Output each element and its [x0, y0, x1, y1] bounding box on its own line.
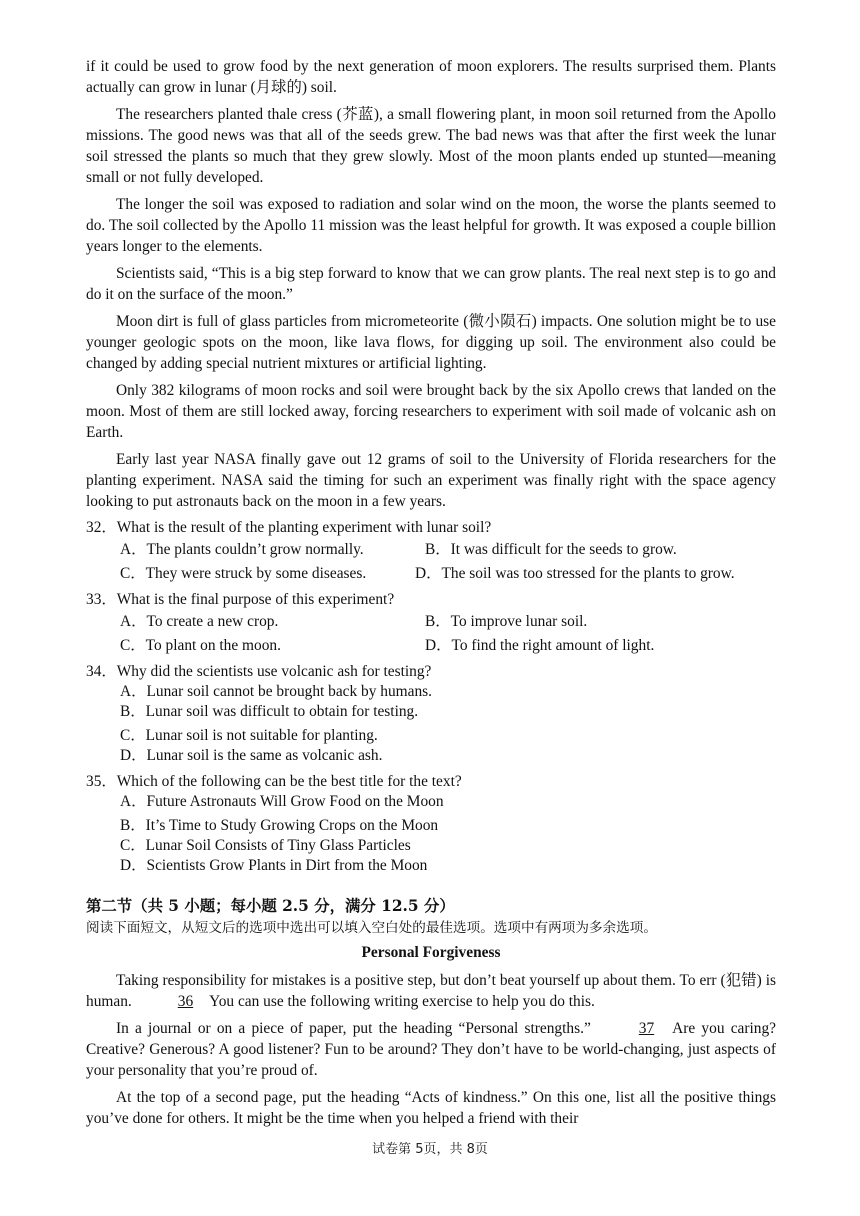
option-a[interactable]: A．Lunar soil cannot be brought back by humans. [120, 683, 433, 700]
passage-paragraph-2: The researchers planted thale cress (芥蓝), a small flowering plant, in moon soil returned from the Apollo missions. The good news was that all of the seeds grew. The bad news was that after the first week the lunar soil stressed the plants so much that they grew slowly. Most of the moon plants ended up stunted—meaning small or not fully developed. [86, 106, 776, 186]
cloze-text: In a journal or on a piece of paper, put the heading “Personal strengths.” [116, 1020, 591, 1037]
option-c[interactable]: C．They were struck by some diseases. [120, 565, 367, 582]
options-row [120, 564, 776, 584]
question-33 [86, 590, 776, 656]
cloze-paragraph-3: At the top of a second page, put the heading “Acts of kindness.” On this one, list all the positive things you’ve done for others. It might be the time when you helped a friend with their [86, 1089, 776, 1127]
page-footer: 试卷第 5页，共 8页 [372, 1142, 488, 1157]
section-instruction: 阅读下面短文，从短文后的选项中选出可以填入空白处的最佳选项。选项中有两项为多余选项。 [86, 920, 657, 936]
passage-paragraph-4: Scientists said, “This is a big step forward to know that we can grow plants. The real next step is to go and do it on the surface of the moon.” [86, 265, 776, 303]
exam-page [86, 56, 776, 1135]
passage-paragraph-3: The longer the soil was exposed to radiation and solar wind on the moon, the worse the plants seemed to do. The soil collected by the Apollo 11 mission was the least helpful for growth. It was exposed a couple billion years longer to the elements. [86, 196, 776, 255]
question-stem: 34．Why did the scientists use volcanic ash for testing? [86, 663, 432, 680]
options-row [120, 540, 776, 560]
option-d[interactable]: D．To find the right amount of light. [425, 637, 655, 654]
option-b[interactable]: B．Lunar soil was difficult to obtain for testing. [120, 703, 419, 720]
option-b[interactable]: B．To improve lunar soil. [425, 613, 588, 630]
option-c[interactable]: C．To plant on the moon. [120, 637, 281, 654]
cloze-paragraph-1 [86, 970, 776, 1012]
question-stem: 35．Which of the following can be the best title for the text? [86, 773, 462, 790]
passage-paragraph-5: Moon dirt is full of glass particles from micrometeorite (微小陨石) impacts. One solution might be to use younger geologic spots on the moon, like lava flows, for digging up soil. The environment also could be changed by adding special nutrient mixtures or artificial lighting. [86, 313, 776, 372]
cloze-paragraph-2 [86, 1018, 776, 1081]
cloze-text: You can use the following writing exercise to help you do this. [209, 993, 595, 1010]
blank-36[interactable]: 36 [177, 993, 194, 1010]
option-a[interactable]: A．Future Astronauts Will Grow Food on the Moon [120, 793, 444, 810]
passage-title: Personal Forgiveness [361, 944, 501, 961]
question-34 [86, 662, 776, 766]
question-32 [86, 518, 776, 584]
question-stem: 32．What is the result of the planting experiment with lunar soil? [86, 519, 492, 536]
option-c[interactable]: C．Lunar soil is not suitable for planting. [120, 727, 378, 744]
blank-37[interactable]: 37 [638, 1020, 655, 1037]
passage-paragraph-6: Only 382 kilograms of moon rocks and soil were brought back by the six Apollo crews that landed on the moon. Most of them are still locked away, forcing researchers to experiment with soil made of volcanic ash on Earth. [86, 382, 776, 441]
question-stem: 33．What is the final purpose of this experiment? [86, 591, 395, 608]
option-d[interactable]: D．Scientists Grow Plants in Dirt from the Moon [120, 857, 428, 874]
option-a[interactable]: A．The plants couldn’t grow normally. [120, 541, 364, 558]
cloze-text: Taking responsibility for mistakes is a positive step, but don’t beat yourself up about them. To err (犯错) is human. [86, 972, 776, 1010]
option-d[interactable]: D．The soil was too stressed for the plants to grow. [415, 565, 735, 582]
passage-paragraph-7: Early last year NASA finally gave out 12 grams of soil to the University of Florida researchers for the planting experiment. NASA said the timing for such an experiment was finally right with the space agency looking to put astronauts back on the moon in a few years. [86, 451, 776, 510]
passage-paragraph-1: if it could be used to grow food by the next generation of moon explorers. The results surprised them. Plants actually can grow in lunar (月球的) soil. [86, 58, 776, 96]
option-b[interactable]: B．It’s Time to Study Growing Crops on the Moon [120, 817, 439, 834]
question-35 [86, 772, 776, 876]
section-heading: 第二节（共 5 小题；每小题 2.5 分，满分 12.5 分） [86, 897, 455, 915]
options-row [120, 612, 776, 632]
cloze-text: Are you caring? Creative? Generous? A good listener? Fun to be around? They don’t have to be world-changing, just aspects of your personality that you’re proud of. [86, 1020, 777, 1079]
option-c[interactable]: C．Lunar Soil Consists of Tiny Glass Particles [120, 837, 411, 854]
option-a[interactable]: A．To create a new crop. [120, 613, 279, 630]
option-b[interactable]: B．It was difficult for the seeds to grow. [425, 541, 677, 558]
options-row [120, 636, 776, 656]
option-d[interactable]: D．Lunar soil is the same as volcanic ash. [120, 747, 383, 764]
